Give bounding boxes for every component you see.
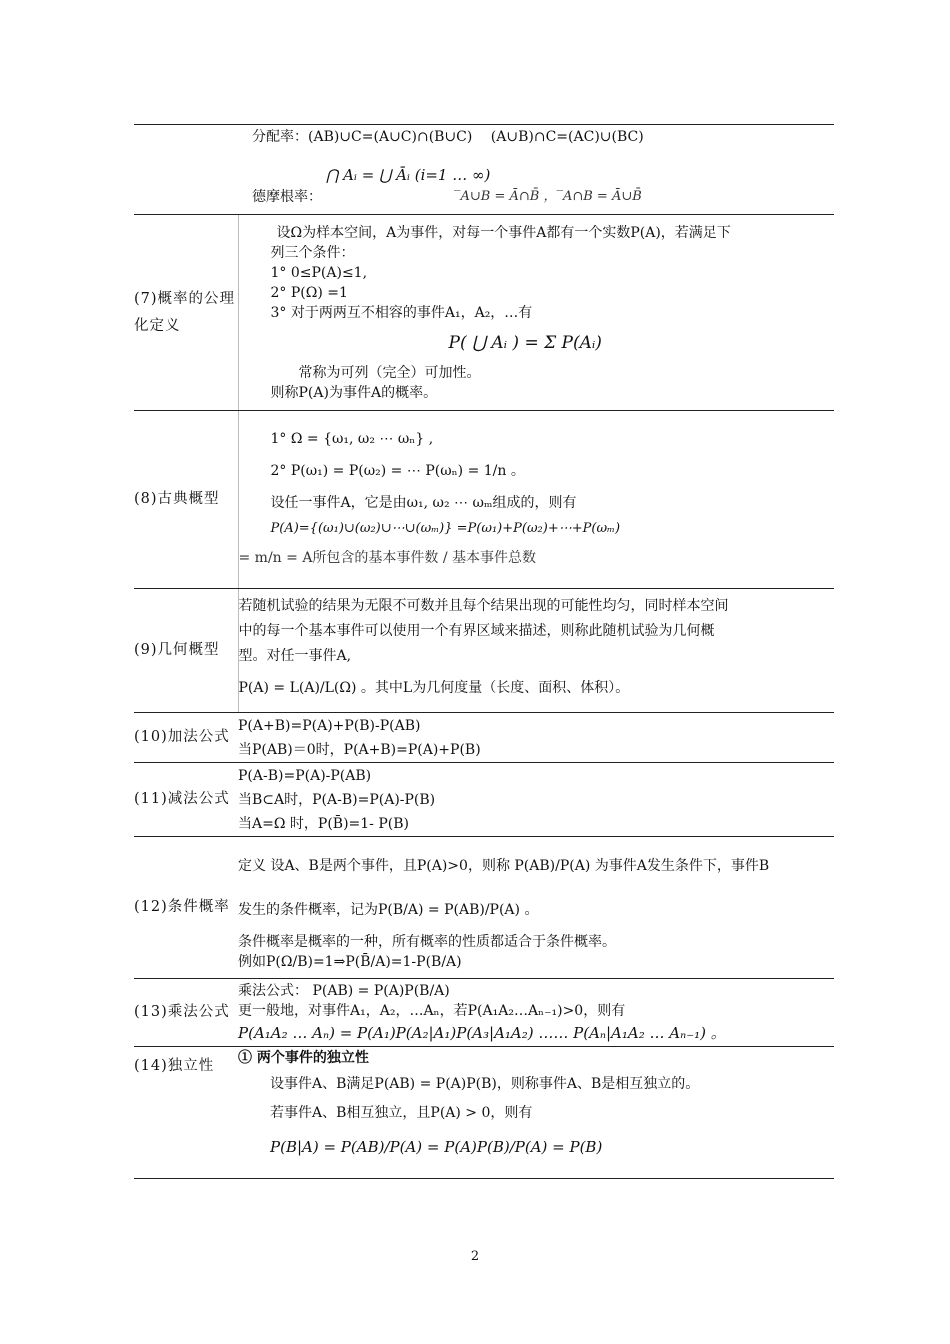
content-line: 乘法公式： P(AB) = P(A)P(B/A) — [238, 982, 450, 999]
content-line: 常称为可列（完全）可加性。 — [298, 364, 481, 381]
content-line: = m/n = A所包含的基本事件数 / 基本事件总数 — [238, 549, 537, 566]
distribution-law: 分配率：(AB)∪C=(A∪C)∩(B∪C) (A∪B)∩C=(AC)∪(BC) — [252, 129, 644, 145]
row-content — [238, 763, 834, 837]
row-content — [238, 713, 834, 763]
content-line: P(A-B)=P(A)-P(AB) — [238, 767, 372, 784]
row-content — [238, 979, 834, 1047]
table-row — [134, 763, 834, 837]
content-line: 条件概率是概率的一种，所有概率的性质都适合于条件概率。 — [238, 933, 616, 950]
content-line: 型。对任一事件A, — [238, 648, 352, 664]
content-line: 2° P(Ω) =1 — [270, 284, 348, 301]
content-line: 当P(AB)＝0时，P(A+B)=P(A)+P(B) — [238, 741, 481, 758]
table-row — [134, 1047, 834, 1179]
row-label — [134, 125, 238, 215]
table-row — [134, 713, 834, 763]
chain-rule-formula: P(A₁A₂ … Aₙ) = P(A₁)P(A₂|A₁)P(A₃|A₁A₂) …… P(Aₙ|A₁A₂ … Aₙ₋₁) 。 — [238, 1023, 726, 1042]
content-line: 若随机试验的结果为无限不可数并且每个结果出现的可能性均匀，同时样本空间 — [238, 598, 729, 614]
row-label: (7)概率的公理化定义 — [134, 215, 238, 411]
row-content — [238, 589, 834, 713]
content-line: 更一般地，对事件A₁，A₂，…Aₙ，若P(A₁A₂…Aₙ₋₁)>0，则有 — [238, 1002, 626, 1019]
row-content — [238, 1047, 834, 1179]
table-row — [134, 589, 834, 713]
de-morgan-formula-1: ⋂ Aᵢ = ⋃ Āᵢ (i=1 … ∞) — [326, 166, 491, 184]
independence-formula: P(B|A) = P(AB)/P(A) = P(A)P(B)/P(A) = P(B) — [270, 1138, 603, 1156]
row-label: (14)独立性 — [134, 1047, 238, 1179]
row-content — [238, 411, 834, 589]
content-line: 则称P(A)为事件A的概率。 — [270, 384, 438, 401]
row-label: (11)减法公式 — [134, 763, 238, 837]
content-line: 3° 对于两两互不相容的事件A₁，A₂，…有 — [270, 304, 533, 321]
row-label: (10)加法公式 — [134, 713, 238, 763]
row-content — [238, 125, 834, 215]
row-content — [238, 215, 834, 411]
content-line: 设事件A、B满足P(AB) = P(A)P(B)，则称事件A、B是相互独立的。 — [270, 1076, 700, 1092]
content-line: 若事件A、B相互独立，且P(A) > 0，则有 — [270, 1105, 533, 1121]
row-label: (9)几何概型 — [134, 589, 238, 713]
content-line: P(A)={(ω₁)∪(ω₂)∪⋯∪(ωₘ)} =P(ω₁)+P(ω₂)+⋯+P(ωₘ) — [270, 520, 621, 536]
table-row — [134, 215, 834, 411]
content-line: P(A+B)=P(A)+P(B)-P(AB) — [238, 717, 421, 734]
table-row — [134, 411, 834, 589]
content-line: 2° P(ω₁) = P(ω₂) = ⋯ P(ωₙ) = 1/n 。 — [270, 462, 525, 479]
content-line: 例如P(Ω/B)=1⇒P(B̄/A)=1-P(B/A) — [238, 953, 462, 970]
content-line: 定义 设A、B是两个事件，且P(A)>0，则称 P(AB)/P(A) 为事件A发生条件下，事件B — [238, 857, 770, 874]
probability-formula-table — [134, 124, 834, 1179]
content-line: 1° Ω = {ω₁, ω₂ ⋯ ωₙ} , — [270, 430, 434, 447]
countable-additivity-formula: P( ⋃ Aᵢ ) = Σ P(Aᵢ) — [448, 332, 602, 353]
de-morgan-label: 德摩根率： — [252, 189, 322, 205]
row-content — [238, 837, 834, 979]
content-line: 当B⊂A时，P(A-B)=P(A)-P(B) — [238, 791, 436, 808]
content-line: 发生的条件概率，记为P(B/A) = P(AB)/P(A) 。 — [238, 901, 539, 918]
page-number: 2 — [470, 1249, 480, 1264]
row-label: (8)古典概型 — [134, 411, 238, 589]
row-label: (13)乘法公式 — [134, 979, 238, 1047]
content-line: 设Ω为样本空间，A为事件，对每一个事件A都有一个实数P(A)，若满足下 — [276, 224, 731, 241]
table-row — [134, 837, 834, 979]
content-line: 1° 0≤P(A)≤1, — [270, 264, 368, 281]
table-row — [134, 125, 834, 215]
de-morgan-block — [238, 147, 834, 209]
section-heading: ① 两个事件的独立性 — [238, 1050, 369, 1066]
content-line: 中的每一个基本事件可以使用一个有界区域来描述，则称此随机试验为几何概 — [238, 623, 715, 639]
content-line: 列三个条件： — [270, 244, 355, 261]
de-morgan-formula-2: ‾A∪B = Ā∩B̄ ，‾A∩B = Ā∪B̄ — [454, 189, 642, 204]
content-line: 当A=Ω 时，P(B̄)=1- P(B) — [238, 815, 409, 832]
content-line: 设任一事件A，它是由ω₁, ω₂ ⋯ ωₘ组成的，则有 — [270, 494, 577, 511]
row-label: (12)条件概率 — [134, 837, 238, 979]
content-line: P(A) = L(A)/L(Ω) 。其中L为几何度量（长度、面积、体积）。 — [238, 680, 630, 696]
table-row — [134, 979, 834, 1047]
